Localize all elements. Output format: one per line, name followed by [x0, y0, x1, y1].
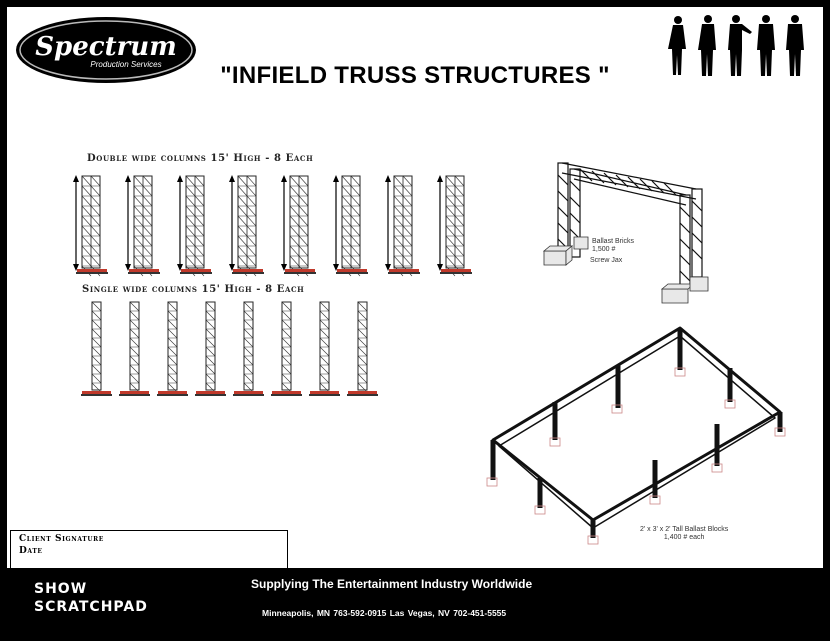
client-signature-label: Client Signature	[19, 534, 104, 544]
ballast-weight: 1,500 #	[592, 246, 616, 253]
date-label: Date	[19, 546, 43, 556]
contact-line: Minneapolis, MN 763-592-0915 Las Vegas, NV 702-451-5555	[262, 608, 507, 618]
single-column	[119, 302, 150, 396]
double-column	[177, 175, 212, 276]
page-title: "INFIELD TRUSS STRUCTURES "	[220, 62, 610, 89]
show-scratchpad-label	[34, 580, 148, 616]
single-column	[233, 302, 264, 396]
single-column	[157, 302, 188, 396]
single-column	[195, 302, 226, 396]
single-column	[271, 302, 302, 396]
double-column	[281, 175, 316, 276]
single-column	[81, 302, 112, 396]
double-columns-caption: Double wide columns 15' High - 8 Each	[87, 153, 314, 164]
blocks-label: 2' x 3' x 2' Tall Ballast Blocks	[640, 526, 729, 533]
ballast-blocks-note	[640, 526, 728, 542]
double-column	[385, 175, 420, 276]
single-column	[347, 302, 378, 396]
client-signature-box[interactable]	[10, 530, 288, 570]
single-columns-caption: Single wide columns 15' High - 8 Each	[82, 284, 305, 295]
ballast-label: Ballast Bricks	[592, 238, 635, 245]
single-column	[309, 302, 340, 396]
double-column	[229, 175, 264, 276]
logo-subtext: Production Services	[90, 60, 162, 69]
double-column	[125, 175, 160, 276]
double-column	[73, 175, 108, 276]
perimeter-truss-frame-diagram	[475, 320, 805, 550]
people-silhouette-icon	[664, 14, 814, 78]
ballast-bricks-note	[592, 238, 634, 254]
single-columns-diagram	[80, 298, 390, 402]
blocks-weight: 1,400 # each	[663, 534, 705, 541]
show-line-2: SCRATCHPAD	[34, 599, 148, 615]
logo-text: Spectrum	[35, 32, 177, 62]
tagline: Supplying The Entertainment Industry Worldwide	[251, 577, 533, 591]
double-column	[437, 175, 472, 276]
double-column	[333, 175, 368, 276]
gantry-truss-diagram	[540, 155, 720, 310]
double-columns-diagram	[70, 172, 480, 278]
show-line-1: SHOW	[34, 581, 88, 597]
screw-jax-note: Screw Jax	[590, 257, 623, 264]
